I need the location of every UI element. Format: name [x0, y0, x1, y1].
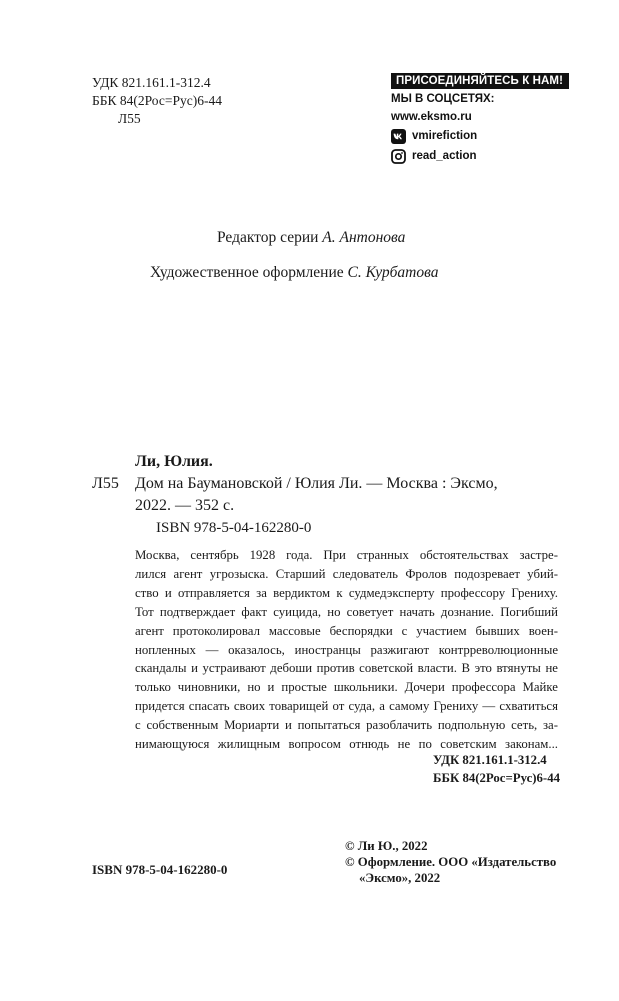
udk-code-bottom: УДК 821.161.1-312.4 — [433, 753, 547, 767]
design-name: С. Курбатова — [347, 264, 439, 281]
join-us-banner: ПРИСОЕДИНЯЙТЕСЬ К НАМ! — [391, 73, 569, 89]
instagram-icon — [391, 149, 406, 164]
annotation-line-text: лился агент угрозыска. Старший следователь Фролов подозревает убий- — [135, 566, 558, 581]
annotation-line-text: только чиновники, но и простые школьники. Дочери профессора Майке — [135, 680, 558, 695]
instagram-row[interactable] — [391, 147, 569, 165]
vk-row[interactable] — [391, 127, 569, 145]
website-link[interactable]: www.eksmo.ru — [391, 111, 472, 123]
vk-handle: vmirefiction — [412, 130, 478, 142]
annotation-line — [135, 546, 558, 565]
design-credit — [150, 264, 439, 282]
series-editor-name: А. Антонова — [322, 229, 406, 246]
title-line-1: Дом на Баумановской / Юлия Ли. — Москва : Эксмо, — [135, 475, 498, 492]
title-description — [135, 473, 560, 517]
social-block — [391, 73, 569, 165]
annotation-line — [135, 584, 558, 603]
annotation-line-text: Москва, сентябрь 1928 года. При странных обстоятельствах застре- — [135, 548, 558, 562]
copyright-publisher: «Эксмо», 2022 — [359, 871, 441, 885]
annotation-line-text: Тот подтверждает факт суицида, но советует начать дознание. Погибший — [135, 604, 558, 619]
annotation-line-text: скандалы и устраивают дебоши против советской власти. В это втянуты не — [135, 661, 558, 676]
series-editor-label: Редактор серии — [217, 229, 319, 246]
author-mark-code: Л55 — [118, 111, 141, 126]
annotation-line — [135, 622, 558, 641]
bottom-classification-codes — [433, 751, 560, 787]
annotation — [135, 546, 558, 754]
bbk-code-bottom: ББК 84(2Рос=Рус)6-44 — [433, 771, 560, 785]
annotation-line-text: придется спасать своих товарищей от суда, а самому Грениху — схватиться — [135, 699, 558, 714]
annotation-line-text: с собственным Мориарти и попытаться разоблачить подпольную сеть, за- — [135, 718, 558, 733]
instagram-handle: read_action — [412, 150, 477, 162]
copyright-design: © Оформление. ООО «Издательство — [345, 855, 557, 869]
annotation-line-text: ство и отправляется за вердиктом к судмедэксперту профессору Грениху. — [135, 585, 558, 600]
annotation-line-text: агент протоколировал массовые беспорядки с участием бывших воен- — [135, 623, 558, 638]
annotation-line-text: нопленных — оказалось, иностранцы разжигают контрреволюционные — [135, 642, 558, 657]
design-label: Художественное оформление — [150, 264, 344, 281]
isbn-bottom: ISBN 978-5-04-162280-0 — [92, 862, 228, 877]
annotation-line — [135, 659, 558, 678]
copyright-author: © Ли Ю., 2022 — [345, 839, 428, 853]
annotation-line — [135, 678, 558, 697]
annotation-line — [135, 565, 558, 584]
annotation-line — [135, 716, 558, 735]
author-heading: Ли, Юлия. — [135, 453, 213, 470]
social-subtitle: МЫ В СОЦСЕТЯХ: — [391, 93, 495, 105]
bbk-code: ББК 84(2Рос=Рус)6-44 — [92, 93, 222, 108]
annotation-line — [135, 603, 558, 622]
udk-code: УДК 821.161.1-312.4 — [92, 75, 211, 90]
series-editor-credit — [217, 229, 405, 247]
biblio-code: Л55 — [92, 475, 119, 492]
annotation-line-text: нимающуюся жилищным вопросом отнюдь не по советским законам... — [135, 737, 558, 752]
annotation-line — [135, 697, 558, 716]
top-classification-codes — [92, 74, 222, 128]
copyright-block — [345, 838, 556, 886]
annotation-line — [135, 641, 558, 660]
vk-icon — [391, 129, 406, 144]
title-line-2: 2022. — 352 с. — [135, 497, 235, 514]
isbn-record: ISBN 978-5-04-162280-0 — [156, 520, 312, 536]
